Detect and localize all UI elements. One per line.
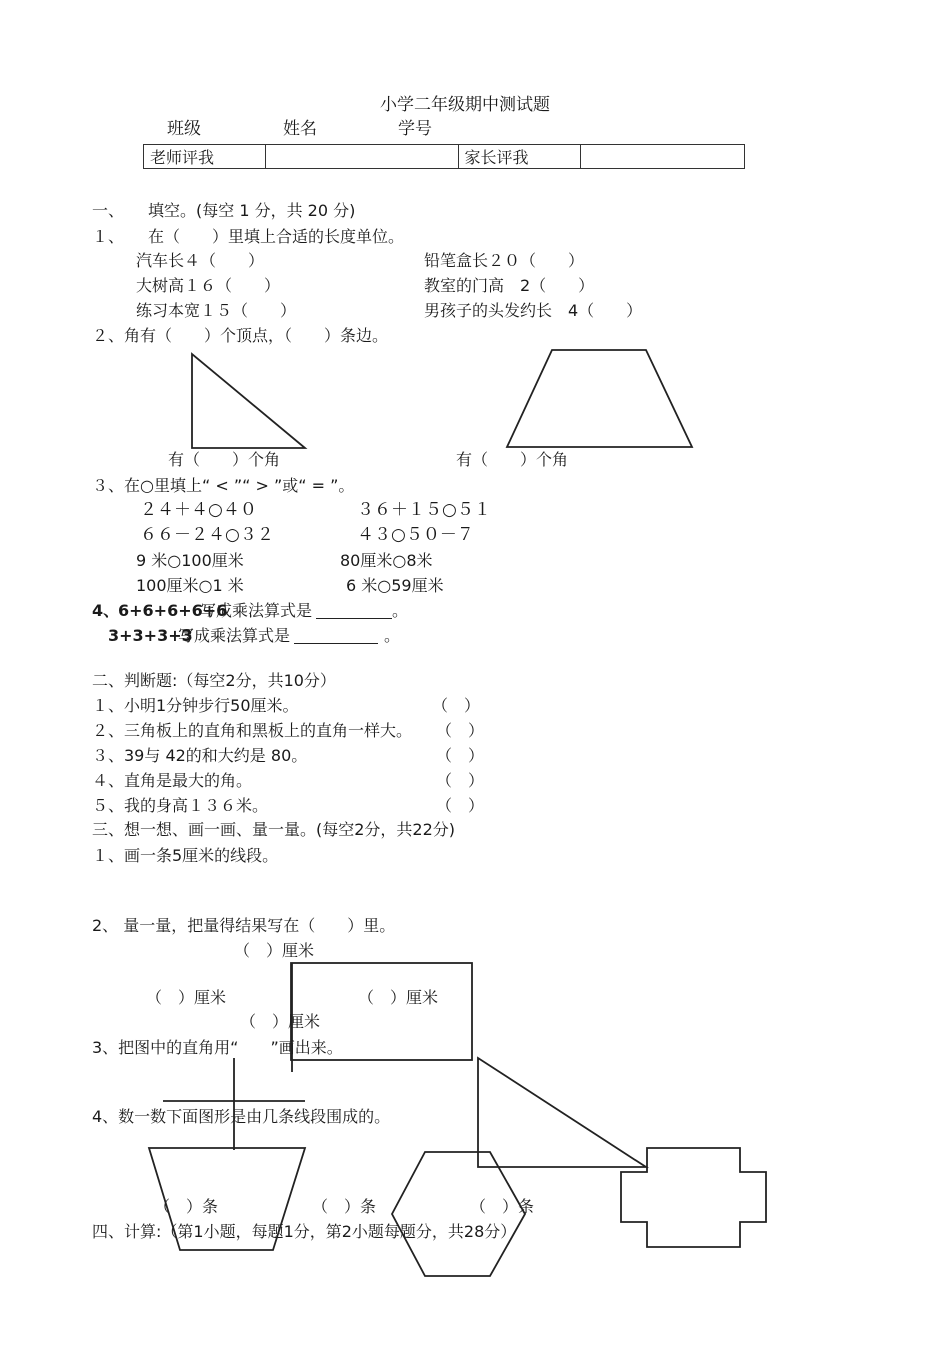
q1-item: 练习本宽１５（ ） bbox=[136, 301, 297, 320]
section3-q1: １、画一条5厘米的线段。 bbox=[92, 846, 279, 865]
trapezoid-figure bbox=[507, 350, 692, 447]
section3-q2: 2、 量一量，把量得结果写在（ ）里。 bbox=[92, 916, 396, 935]
judge-paren[interactable]: （ ） bbox=[436, 721, 485, 740]
measure-label: （ ）厘米 bbox=[358, 988, 439, 1007]
section4-heading: 四、计算:（第1小题，每题1分，第2小题每题分，共28分） bbox=[92, 1222, 517, 1241]
measure-label: （ ）厘米 bbox=[146, 988, 227, 1007]
section3-heading: 三、想一想、画一画、量一量。(每空2分，共22分) bbox=[92, 820, 456, 839]
count-label: （ ）条 bbox=[154, 1197, 219, 1216]
q3-item: 100厘米○1 米 bbox=[136, 576, 244, 595]
judge-item: ４、直角是最大的角。 bbox=[92, 771, 253, 790]
q3-item: ２４＋４○４０ bbox=[140, 500, 257, 520]
page-title: 小学二年级期中测试题 bbox=[380, 95, 550, 115]
section3-q3: 3、把图中的直角用“ ”画出来。 bbox=[92, 1038, 343, 1057]
judge-item: ３、39与 42的和大约是 80。 bbox=[92, 746, 308, 765]
q3-item: 9 米○100厘米 bbox=[136, 551, 244, 570]
q1-item: 教室的门高 2（ ） bbox=[424, 276, 595, 295]
section1-heading: 填空。(每空 1 分，共 20 分) bbox=[148, 201, 356, 220]
trapezoid-count-figure bbox=[149, 1148, 305, 1250]
measure-rectangle bbox=[291, 963, 472, 1060]
section3-q4: 4、数一数下面图形是由几条线段围成的。 bbox=[92, 1107, 391, 1126]
cross-count-figure bbox=[621, 1148, 766, 1247]
q4-number: 4、 bbox=[92, 601, 120, 620]
trapezoid-angle-answer: 有（ ）个角 bbox=[456, 450, 569, 469]
judge-item: ５、我的身高１３６米。 bbox=[92, 796, 269, 815]
q4-expression-2: 3+3+3+3 bbox=[108, 626, 193, 645]
class-label: 班级 bbox=[167, 119, 201, 139]
measure-label: （ ）厘米 bbox=[234, 941, 315, 960]
triangle-angle-answer: 有（ ）个角 bbox=[168, 450, 281, 469]
q3-item: ４３○５０－７ bbox=[357, 525, 474, 545]
q3-item: 6 米○59厘米 bbox=[346, 576, 444, 595]
student-number-label: 学号 bbox=[398, 119, 432, 139]
q4-expression-1: 6+6+6+6+6 bbox=[118, 601, 228, 620]
count-label: （ ）条 bbox=[312, 1197, 377, 1216]
q3-item: ６６－２４○３２ bbox=[140, 525, 274, 545]
q2-stem: ２、角有（ ）个顶点，（ ）条边。 bbox=[92, 326, 389, 345]
right-angle-triangle-figure bbox=[478, 1058, 646, 1167]
parent-eval-label: 家长评我 bbox=[458, 145, 580, 169]
judge-item: １、小明1分钟步行50厘米。 bbox=[92, 696, 299, 715]
judge-paren[interactable]: （ ） bbox=[432, 696, 481, 715]
section1-number: 一、 bbox=[92, 201, 125, 220]
q1-stem: 在（ ）里填上合适的长度单位。 bbox=[148, 227, 405, 246]
measure-label: （ ）厘米 bbox=[240, 1012, 321, 1031]
name-label: 姓名 bbox=[283, 119, 317, 139]
count-label: （ ）条 bbox=[470, 1197, 535, 1216]
q1-item: 铅笔盒长２０（ ） bbox=[424, 251, 585, 270]
q1-item: 大树高１６（ ） bbox=[136, 276, 281, 295]
q3-item: ３６＋１５○５１ bbox=[357, 500, 491, 520]
q3-item: 80厘米○8米 bbox=[340, 551, 433, 570]
judge-paren[interactable]: （ ） bbox=[436, 746, 485, 765]
q1-number: １、 bbox=[92, 227, 125, 246]
q4-prompt-1: 写成乘法算式是 。 bbox=[200, 601, 409, 620]
q1-item: 汽车长４（ ） bbox=[136, 251, 265, 270]
judge-paren[interactable]: （ ） bbox=[436, 771, 485, 790]
teacher-eval-label: 老师评我 bbox=[144, 145, 266, 169]
judge-paren[interactable]: （ ） bbox=[436, 796, 485, 815]
section2-heading: 二、判断题:（每空2分，共10分） bbox=[92, 671, 336, 690]
q3-stem: ３、在○里填上“ < ”“ > ”或“ = ”。 bbox=[92, 476, 355, 495]
judge-item: ２、三角板上的直角和黑板上的直角一样大。 bbox=[92, 721, 413, 740]
q1-item: 男孩子的头发约长 4（ ） bbox=[424, 301, 643, 320]
q4-prompt-2: 写成乘法算式是 。 bbox=[178, 626, 401, 645]
right-triangle-figure bbox=[192, 354, 305, 448]
hexagon-count-figure bbox=[392, 1152, 525, 1276]
